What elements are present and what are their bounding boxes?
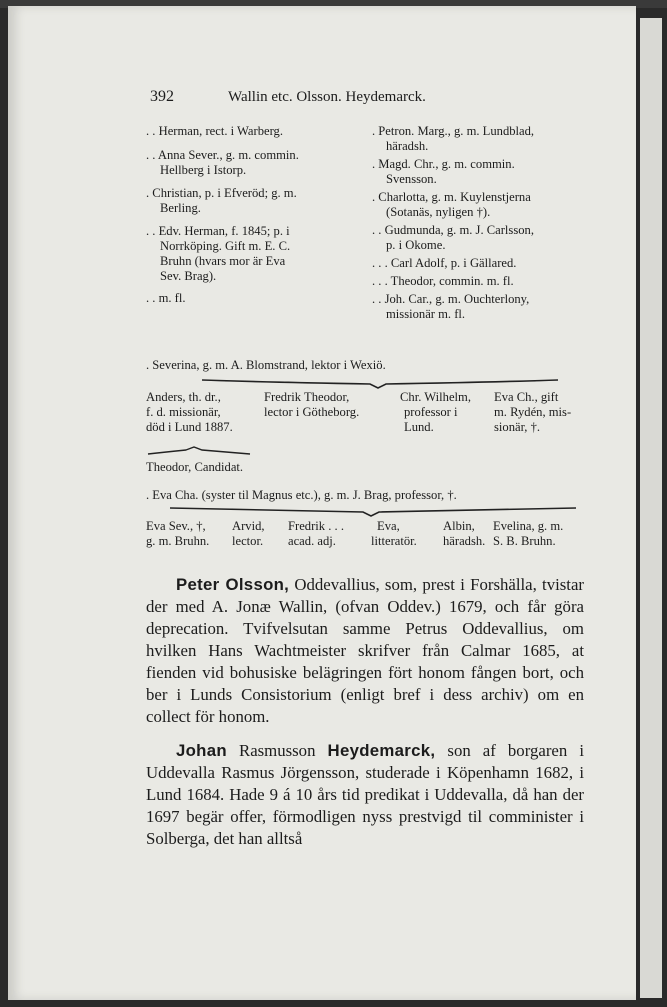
gen3-entry: Eva Ch., gift m. Rydén, mis- sionär, †. xyxy=(494,390,572,434)
page-number: 392 xyxy=(150,88,174,105)
right-entry: . . . Theodor, commin. m. fl. xyxy=(372,274,514,288)
left-entry: . . Anna Sever., g. m. commin. Hellberg i Istorp. xyxy=(146,148,299,177)
left-entry: . . Edv. Herman, f. 1845; p. i Norrköping. Gift m. E. C. Bruhn (hvars mor är Eva Sev. Brag). xyxy=(146,224,291,283)
heading-name: Johan xyxy=(176,741,227,760)
severina-line: . Severina, g. m. A. Blomstrand, lektor i Wexiö. xyxy=(146,358,386,372)
paragraph-peter-olsson xyxy=(146,574,584,728)
gen4-entry: Fredrik . . . acad. adj. xyxy=(288,519,344,548)
genealogy-brace xyxy=(200,378,560,390)
gen4-entry: Eva Sev., †, g. m. Bruhn. xyxy=(146,519,210,548)
genealogy-brace-small xyxy=(146,446,256,458)
heading-name: Peter Olsson, xyxy=(176,575,290,594)
paragraph-text: son af borgaren i Uddevalla Rasmus Jörgensson, studerade i Köpenhamn 1682, i Lund 1684. Hade 9 á 10 års tid predikat i Uddevalla, då han der 1697 begär offer, förmodligen nyss prestvigd til comminister i Solberga, det han alltså xyxy=(146,741,584,848)
right-entry: . Magd. Chr., g. m. commin. Svensson. xyxy=(372,157,515,186)
page-edge xyxy=(640,18,662,998)
running-header xyxy=(150,88,590,106)
paragraph-johan-heydemarck: Johan Rasmusson Heydemarck, son af borgaren i Uddevalla Rasmus Jörgensson, studerade i Köpenhamn 1682, i Lund 1684. Hade 9 á 10 års tid predikat i Uddevalla, då han der 1697 begär offer, förmodligen nyss prestvigd til comminister i Solberga, det han alltså xyxy=(146,741,584,848)
right-entry: . Petron. Marg., g. m. Lundblad, häradsh. xyxy=(372,124,535,153)
right-entry: . . Joh. Car., g. m. Ouchterlony, missionär m. fl. xyxy=(372,292,530,321)
eva-cha-line: . Eva Cha. (syster til Magnus etc.), g. m. J. Brag, professor, †. xyxy=(146,488,457,502)
gen4-entry: Evelina, g. m. S. B. Bruhn. xyxy=(493,519,564,548)
left-entry: . . Herman, rect. i Warberg. xyxy=(146,124,283,138)
gen3-entry: Fredrik Theodor, lector i Götheborg. xyxy=(264,390,360,419)
gen4-entry: Albin, häradsh. xyxy=(443,519,486,548)
left-entry: . . m. fl. xyxy=(146,291,186,305)
running-title: Wallin etc. Olsson. Heydemarck. xyxy=(228,89,426,105)
gen3-entry: Anders, th. dr., f. d. missionär, död i Lund 1887. xyxy=(146,390,233,434)
right-genealogy-column xyxy=(372,124,590,322)
gen4-entry: Eva, litteratör. xyxy=(371,519,417,548)
right-entry: . Charlotta, g. m. Kuylenstjerna (Sotanäs, nyligen †). xyxy=(372,190,531,219)
left-genealogy-column xyxy=(146,124,366,306)
right-entry: . . Gudmunda, g. m. J. Carlsson, p. i Okome. xyxy=(372,223,534,252)
left-entry: . Christian, p. i Efveröd; g. m. Berling. xyxy=(146,186,297,215)
paragraph-text: Oddevallius, som, prest i Forshälla, tvistar der med A. Jonæ Wallin, (ofvan Oddev.) 1679, och får göra deprecation. Tvifvelsutan samme Petrus Oddevallius, om hvilken Hans Wachtmeister skrifver från Calmar 1685, at fienden vid bohusiske belägringen fört honom fången bort, och ber i Lunds Consistorium (enligt bref i dess archiv) om en collect för honom. xyxy=(146,575,584,726)
heading-surname: Heydemarck, xyxy=(327,741,436,760)
right-entry: . . . Carl Adolf, p. i Gällared. xyxy=(372,256,517,270)
theodor-line: Theodor, Candidat. xyxy=(146,460,244,474)
gen3-entry: Chr. Wilhelm, professor i Lund. xyxy=(400,390,471,434)
genealogy-brace xyxy=(168,506,578,518)
gen4-entry: Arvid, lector. xyxy=(232,519,265,548)
